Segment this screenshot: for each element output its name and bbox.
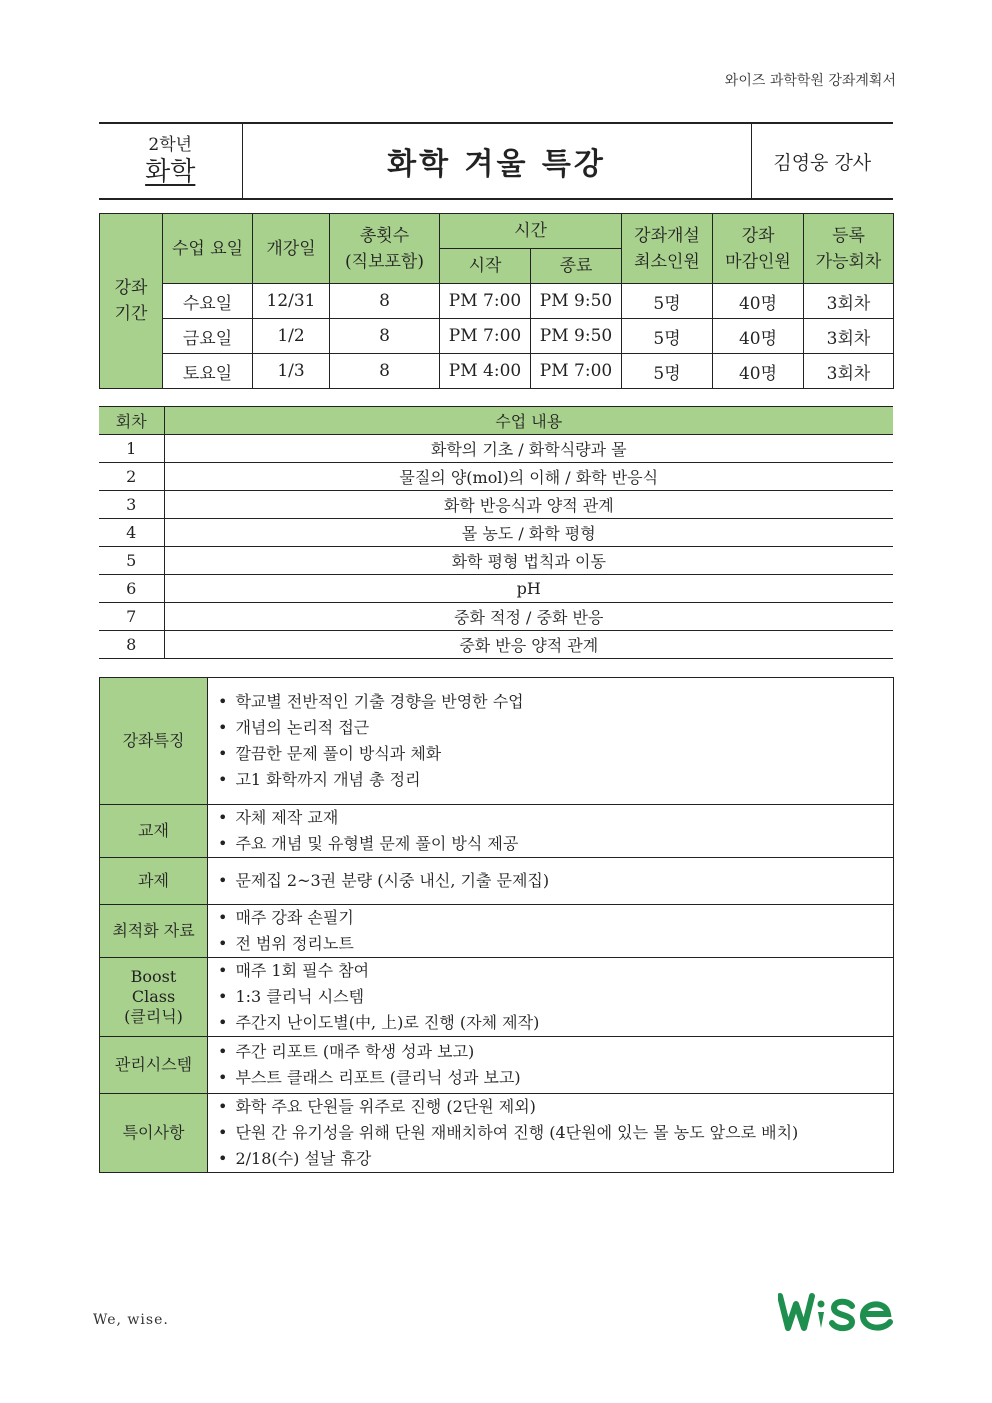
enroll-round: 3회차 xyxy=(804,354,894,389)
start-date: 1/3 xyxy=(253,354,330,389)
course-title: 화학 겨울 특강 xyxy=(242,123,751,199)
enroll-round: 3회차 xyxy=(804,319,894,354)
feature-content xyxy=(208,805,894,858)
max-students: 40명 xyxy=(713,284,804,319)
curriculum-table xyxy=(99,406,893,659)
start-date: 12/31 xyxy=(253,284,330,319)
schedule-row xyxy=(100,354,894,389)
feature-item: • 매주 강좌 손필기 xyxy=(218,905,893,931)
lesson-content: 중화 반응 양적 관계 xyxy=(164,631,893,659)
curriculum-row xyxy=(99,435,893,463)
feature-label: 강좌특징 xyxy=(100,678,208,805)
header-max: 강좌 마감인원 xyxy=(713,214,804,284)
curriculum-row xyxy=(99,603,893,631)
feature-item: • 주간지 난이도별(中, 上)로 진행 (자체 제작) xyxy=(218,1010,893,1036)
day: 토요일 xyxy=(163,354,253,389)
sessions: 8 xyxy=(330,319,440,354)
grade-subject-cell xyxy=(99,123,242,199)
start-time: PM 7:00 xyxy=(440,284,531,319)
start-date: 1/2 xyxy=(253,319,330,354)
lesson-content: 물질의 양(mol)의 이해 / 화학 반응식 xyxy=(164,463,893,491)
curriculum-row xyxy=(99,631,893,659)
features-table xyxy=(99,677,894,1173)
grade: 2학년 xyxy=(148,135,193,155)
feature-label: 특이사항 xyxy=(100,1094,208,1173)
header-content: 수업 내용 xyxy=(164,407,893,435)
schedule-row xyxy=(100,284,894,319)
feature-item: • 단원 간 유기성을 위해 단원 재배치하여 진행 (4단원에 있는 몰 농도 앞으로 배치) xyxy=(218,1120,893,1146)
header-round: 회차 xyxy=(99,407,164,435)
lesson-content: pH xyxy=(164,575,893,603)
header-start: 시작 xyxy=(440,249,531,284)
header-enroll: 등록 가능회차 xyxy=(804,214,894,284)
schedule-table xyxy=(99,213,894,389)
min-students: 5명 xyxy=(622,354,713,389)
feature-item: • 주간 리포트 (매주 학생 성과 보고) xyxy=(218,1039,893,1065)
min-students: 5명 xyxy=(622,284,713,319)
feature-row-textbook xyxy=(100,805,894,858)
feature-item: • 개념의 논리적 접근 xyxy=(218,715,893,741)
feature-item: • 2/18(수) 설날 휴강 xyxy=(218,1146,893,1172)
lesson-content: 중화 적정 / 중화 반응 xyxy=(164,603,893,631)
lesson-content: 화학 평형 법칙과 이동 xyxy=(164,547,893,575)
feature-label: 과제 xyxy=(100,858,208,905)
subject: 화학 xyxy=(145,157,196,187)
feature-row-boost xyxy=(100,958,894,1037)
footer-slogan: We, wise. xyxy=(93,1312,169,1328)
feature-content xyxy=(208,958,894,1037)
feature-item: • 부스트 클래스 리포트 (클리닉 성과 보고) xyxy=(218,1065,893,1091)
period-label: 강좌 기간 xyxy=(100,214,163,389)
feature-item: • 1:3 클리닉 시스템 xyxy=(218,984,893,1010)
curriculum-row xyxy=(99,519,893,547)
feature-row-notes xyxy=(100,1094,894,1173)
max-students: 40명 xyxy=(713,319,804,354)
feature-content xyxy=(208,678,894,805)
end-time: PM 9:50 xyxy=(531,284,622,319)
course-header xyxy=(99,122,893,200)
feature-content xyxy=(208,1094,894,1173)
round-number: 6 xyxy=(99,575,164,603)
wise-logo xyxy=(778,1290,896,1338)
curriculum-row xyxy=(99,463,893,491)
teacher-name: 김영웅 강사 xyxy=(751,123,893,199)
feature-item: • 문제집 2~3권 분량 (시중 내신, 기출 문제집) xyxy=(218,868,893,894)
header-start-date: 개강일 xyxy=(253,214,330,284)
feature-item: • 화학 주요 단원들 위주로 진행 (2단원 제외) xyxy=(218,1094,893,1120)
round-number: 2 xyxy=(99,463,164,491)
schedule-row xyxy=(100,319,894,354)
feature-content xyxy=(208,858,894,905)
end-time: PM 7:00 xyxy=(531,354,622,389)
feature-content xyxy=(208,1037,894,1094)
enroll-round: 3회차 xyxy=(804,284,894,319)
max-students: 40명 xyxy=(713,354,804,389)
header-min: 강좌개설 최소인원 xyxy=(622,214,713,284)
header-day: 수업 요일 xyxy=(163,214,253,284)
feature-item: • 자체 제작 교재 xyxy=(218,805,893,831)
start-time: PM 7:00 xyxy=(440,319,531,354)
end-time: PM 9:50 xyxy=(531,319,622,354)
header-time: 시간 xyxy=(440,214,622,249)
curriculum-row xyxy=(99,575,893,603)
feature-label: 관리시스템 xyxy=(100,1037,208,1094)
feature-item: • 전 범위 정리노트 xyxy=(218,931,893,957)
feature-item: • 주요 개념 및 유형별 문제 풀이 방식 제공 xyxy=(218,831,893,857)
feature-item: • 깔끔한 문제 풀이 방식과 체화 xyxy=(218,741,893,767)
feature-content xyxy=(208,905,894,958)
curriculum-row xyxy=(99,491,893,519)
feature-item: • 고1 화학까지 개념 총 정리 xyxy=(218,767,893,793)
day: 수요일 xyxy=(163,284,253,319)
wise-logo-icon xyxy=(778,1290,896,1334)
header-end: 종료 xyxy=(531,249,622,284)
lesson-content: 화학 반응식과 양적 관계 xyxy=(164,491,893,519)
curriculum-row xyxy=(99,547,893,575)
document-type: 와이즈 과학학원 강좌계획서 xyxy=(724,73,896,89)
feature-row-course xyxy=(100,678,894,805)
feature-item: • 학교별 전반적인 기출 경향을 반영한 수업 xyxy=(218,689,893,715)
lesson-content: 몰 농도 / 화학 평형 xyxy=(164,519,893,547)
round-number: 5 xyxy=(99,547,164,575)
round-number: 3 xyxy=(99,491,164,519)
feature-label: 교재 xyxy=(100,805,208,858)
feature-row-materials xyxy=(100,905,894,958)
round-number: 8 xyxy=(99,631,164,659)
min-students: 5명 xyxy=(622,319,713,354)
feature-label: Boost Class (클리닉) xyxy=(100,958,208,1037)
feature-item: • 매주 1회 필수 참여 xyxy=(218,958,893,984)
round-number: 4 xyxy=(99,519,164,547)
round-number: 1 xyxy=(99,435,164,463)
round-number: 7 xyxy=(99,603,164,631)
sessions: 8 xyxy=(330,354,440,389)
feature-label: 최적화 자료 xyxy=(100,905,208,958)
feature-row-homework xyxy=(100,858,894,905)
feature-row-management xyxy=(100,1037,894,1094)
lesson-content: 화학의 기초 / 화학식량과 몰 xyxy=(164,435,893,463)
header-sessions: 총횟수 (직보포함) xyxy=(330,214,440,284)
sessions: 8 xyxy=(330,284,440,319)
start-time: PM 4:00 xyxy=(440,354,531,389)
day: 금요일 xyxy=(163,319,253,354)
